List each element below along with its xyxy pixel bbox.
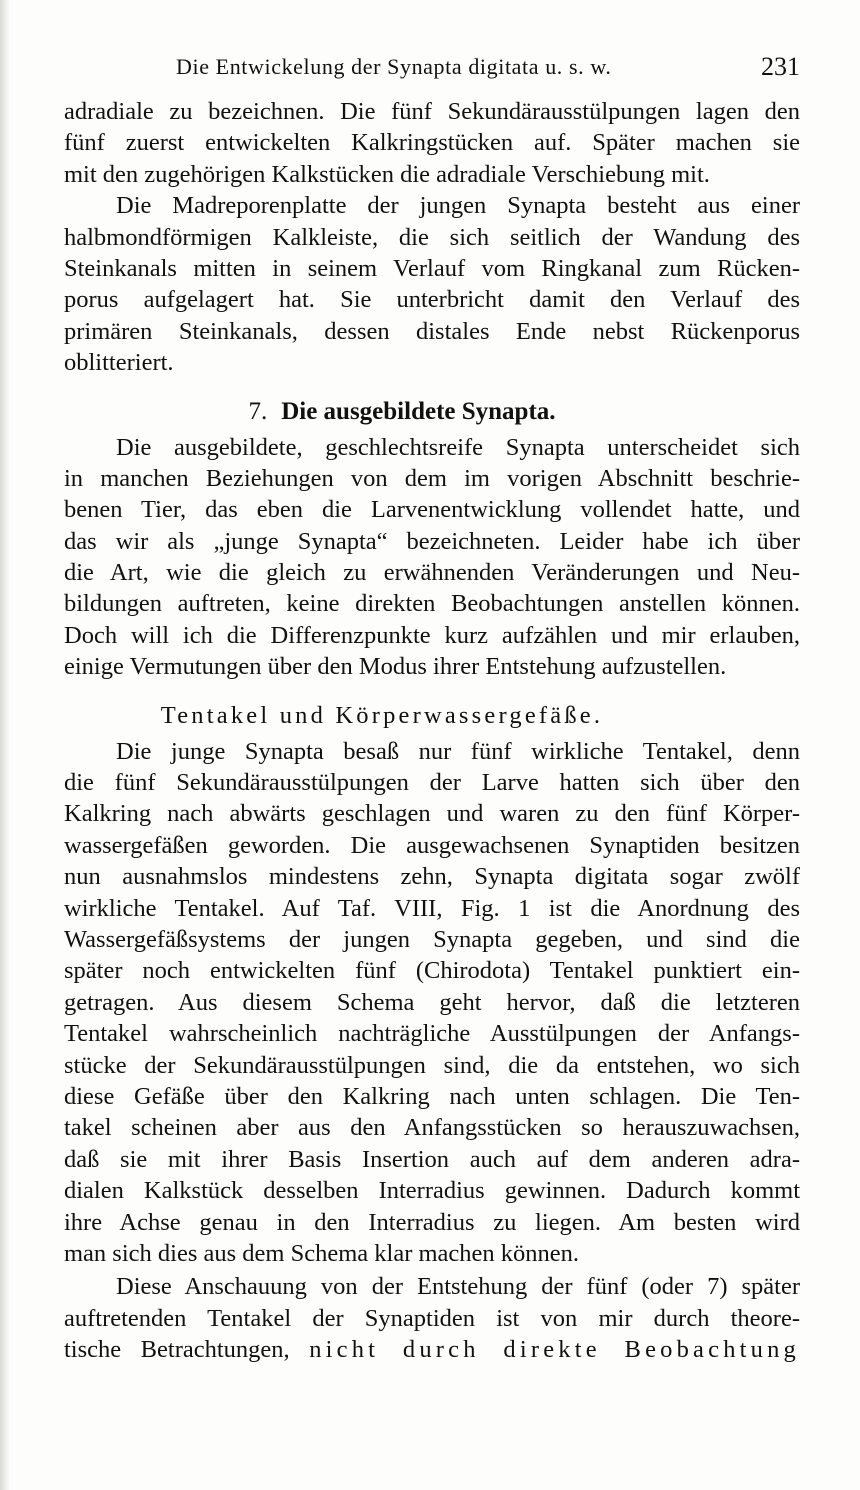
text-line: auftretenden Tentakel der Synaptiden ist von mir durch theore- xyxy=(64,1304,800,1332)
text-line: Diese Anschauung von der Entstehung der fünf (oder 7) später xyxy=(116,1273,800,1301)
text-line: mit den zugehörigen Kalkstücken die adradiale Verschiebung mit. xyxy=(64,160,710,188)
text-line: wassergefäßen geworden. Die ausgewachsenen Synaptiden besitzen xyxy=(64,831,800,859)
text-line: die fünf Sekundärausstülpungen der Larve hatten sich über den xyxy=(64,769,800,797)
paragraph-tentakel xyxy=(64,736,800,1270)
page-body xyxy=(64,96,800,1365)
text-line: ihre Achse genau in den Interradius zu liegen. Am besten wird xyxy=(64,1208,800,1236)
text-line: das wir als „junge Synapta“ bezeichneten. Leider habe ich über xyxy=(64,527,800,555)
text-line: später noch entwickelten fünf (Chirodota) Tentakel punktiert ein- xyxy=(64,957,800,985)
text-line: Steinkanals mitten in seinem Verlauf vom Ringkanal zum Rücken- xyxy=(64,254,800,282)
section-title: Die ausgebildete Synapta. xyxy=(281,397,556,425)
text-line: Die Madreporenplatte der jungen Synapta besteht aus einer xyxy=(116,192,800,220)
text-line: bildungen auftreten, keine direkten Beobachtungen anstellen können. xyxy=(64,590,800,618)
text-line: oblitteriert. xyxy=(64,349,174,377)
text-line: adradiale zu bezeichnen. Die fünf Sekundärausstülpungen lagen den xyxy=(64,98,800,125)
running-title: Die Entwickelung der Synapta digitata u. s. w. xyxy=(176,54,612,79)
text-line: Wassergefäßsystems der jungen Synapta gegeben, und sind die xyxy=(64,925,800,953)
text-line: benen Tier, das eben die Larvenentwicklung vollendet hatte, und xyxy=(64,496,800,524)
text-line: daß sie mit ihrer Basis Insertion auch auf dem anderen adra- xyxy=(64,1145,800,1173)
text-line: fünf zuerst entwickelten Kalkringstücken auf. Später machen sie xyxy=(64,129,800,157)
text-line: primären Steinkanals, dessen distales Ende nebst Rückenporus xyxy=(64,317,800,345)
section-number: 7. xyxy=(248,397,268,425)
running-head xyxy=(64,54,800,88)
text-line: in manchen Beziehungen von dem im vorigen Abschnitt beschrie- xyxy=(64,464,800,492)
emphasized-text: nicht durch direkte Beobachtung xyxy=(309,1336,800,1364)
text-line: dialen Kalkstück desselben Interradius gewinnen. Dadurch kommt xyxy=(64,1177,800,1205)
section-heading xyxy=(64,395,800,428)
text-line: getragen. Aus diesem Schema geht hervor, daß die letzteren xyxy=(64,988,800,1016)
text-line: nun ausnahmslos mindestens zehn, Synapta digitata sogar zwölf xyxy=(64,863,800,891)
page-number: 231 xyxy=(761,52,800,81)
text-line-prefix: tische Betrachtungen, xyxy=(64,1336,290,1364)
text-line: Die ausgebildete, geschlechtsreife Synapta unterscheidet sich xyxy=(116,433,800,461)
text-line: stücke der Sekundärausstülpungen sind, die da entstehen, wo sich xyxy=(64,1051,800,1079)
text-line: diese Gefäße über den Kalkring nach unten schlagen. Die Ten- xyxy=(64,1082,800,1110)
text-line: Die junge Synapta besaß nur fünf wirkliche Tentakel, denn xyxy=(116,737,800,765)
text-line: die Art, wie die gleich zu erwähnenden Veränderungen und Neu- xyxy=(64,559,800,587)
paragraph-ausgebildete-synapta xyxy=(64,432,800,683)
paragraph-continuation xyxy=(64,96,800,190)
text-line: porus aufgelagert hat. Sie unterbricht damit den Verlauf des xyxy=(64,286,800,314)
text-line: Kalkring nach abwärts geschlagen und waren zu den fünf Körper- xyxy=(64,800,800,828)
subsection-heading: Tentakel und Körperwassergefäße. xyxy=(160,701,604,729)
paragraph-anschauung xyxy=(64,1271,800,1365)
text-line: halbmondförmigen Kalkleiste, die sich seitlich der Wandung des xyxy=(64,223,800,251)
text-line: Tentakel wahrscheinlich nachträgliche Ausstülpungen der Anfangs- xyxy=(64,1020,800,1048)
text-line: takel scheinen aber aus den Anfangsstücken so herauszuwachsen, xyxy=(64,1114,800,1142)
text-line: man sich dies aus dem Schema klar machen können. xyxy=(64,1239,580,1267)
text-line: wirkliche Tentakel. Auf Taf. VIII, Fig. 1 ist die Anordnung des xyxy=(64,894,800,922)
paragraph-madreporenplatte xyxy=(64,190,800,378)
text-line: einige Vermutungen über den Modus ihrer Entstehung aufzustellen. xyxy=(64,653,727,681)
text-line-last xyxy=(64,1334,800,1365)
page-edge-shadow xyxy=(0,0,10,1490)
text-line: Doch will ich die Differenzpunkte kurz aufzählen und mir erlauben, xyxy=(64,621,800,649)
